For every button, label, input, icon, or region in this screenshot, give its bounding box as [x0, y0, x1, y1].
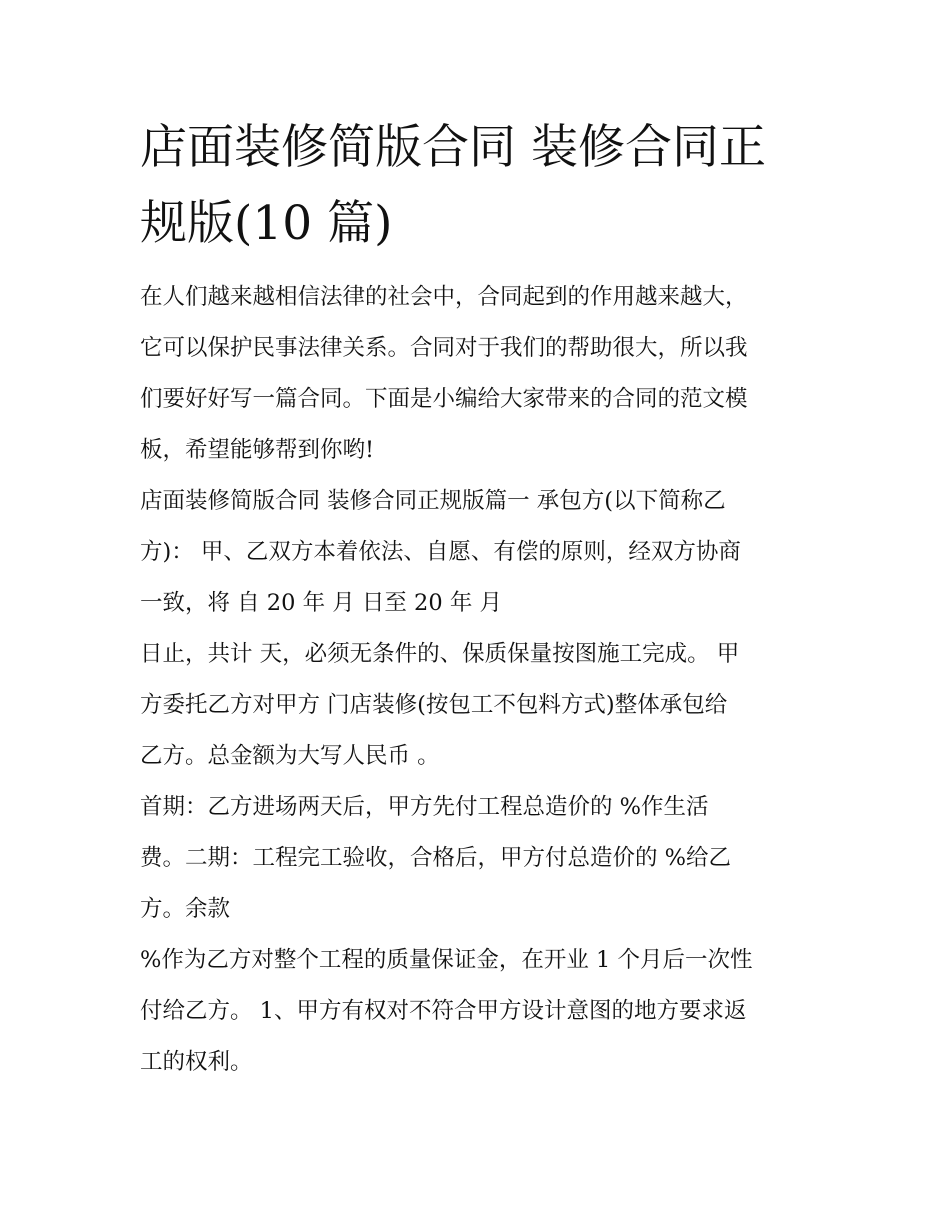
text-line: 们要好好写一篇合同。下面是小编给大家带来的合同的范文模	[140, 386, 748, 412]
title-line: 店面装修简版合同 装修合同正	[140, 120, 766, 175]
intro-paragraph	[140, 272, 820, 476]
text-line: 它可以保护民事法律关系。合同对于我们的帮助很大，所以我	[140, 335, 748, 361]
text-line: 日止，共计 天，必须无条件的、保质保量按图施工完成。 甲	[140, 641, 740, 667]
text-line: 首期：乙方进场两天后，甲方先付工程总造价的 %作生活	[140, 794, 709, 820]
contract-paragraph	[140, 629, 820, 782]
text-line: 在人们越来越相信法律的社会中，合同起到的作用越来越大，	[140, 284, 748, 310]
text-line: 板，希望能够帮到你哟!	[140, 437, 375, 463]
text-line: 方委托乙方对甲方 门店装修(按包工不包料方式)整体承包给	[140, 692, 728, 718]
text-line: 费。二期：工程完工验收，合格后，甲方付总造价的 %给乙	[140, 845, 732, 871]
text-line: 乙方。总金额为大写人民币 。	[140, 743, 440, 769]
contract-paragraph	[140, 476, 820, 629]
payment-paragraph	[140, 935, 820, 1088]
text-line: 付给乙方。 1、甲方有权对不符合甲方设计意图的地方要求返	[140, 998, 747, 1024]
text-line: 方。余款	[140, 896, 231, 922]
title-line: 规版(10 篇)	[140, 196, 393, 251]
text-line: 工的权利。	[140, 1049, 253, 1075]
text-line: 一致，将 自 20 年 月 日至 20 年 月	[140, 590, 502, 616]
text-line: 店面装修简版合同 装修合同正规版篇一 承包方(以下简称乙	[140, 488, 726, 514]
text-line: %作为乙方对整个工程的质量保证金，在开业 1 个月后一次性	[140, 947, 753, 973]
document-page	[140, 110, 820, 1088]
payment-paragraph	[140, 782, 820, 935]
text-line: 方)： 甲、乙双方本着依法、自愿、有偿的原则，经双方协商	[140, 539, 741, 565]
document-title	[140, 110, 820, 262]
